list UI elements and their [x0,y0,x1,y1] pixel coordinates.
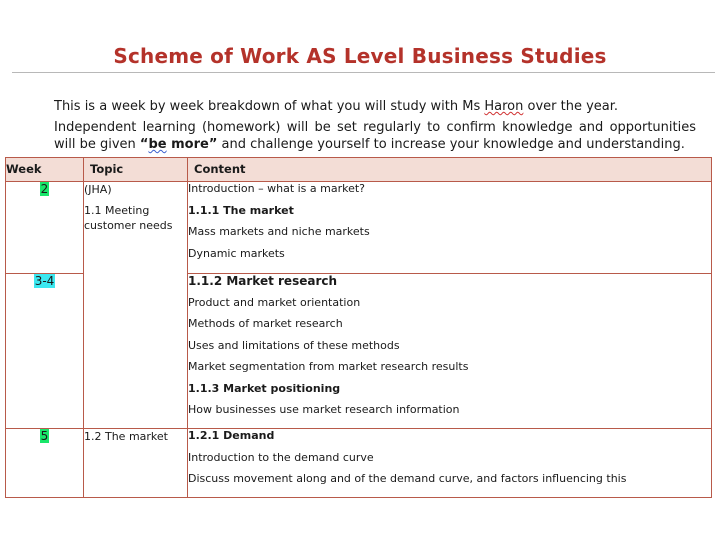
topic-cell [84,429,188,498]
intro-line-3-end: and challenge yourself to increase your knowledge and understanding. [217,137,685,152]
content-heading: 1.1.3 Market positioning [188,381,341,395]
content-line: Uses and limitations of these methods [188,338,400,352]
table-row [6,274,712,429]
content-cell [188,182,712,274]
more-word: more” [166,137,218,152]
intro-line-3-start: will be given [54,137,140,152]
quote-open: “ [139,137,149,152]
week-number: 2 [40,182,49,196]
content-cell [188,429,712,498]
document-title: Scheme of Work AS Level Business Studies [113,44,607,68]
header-topic: Topic [84,158,188,182]
scheme-of-work-table [5,157,712,498]
content-line: Methods of market research [188,317,343,330]
content-heading: 1.1.1 The market [188,203,294,217]
week-number: 3-4 [34,274,55,288]
week-number: 5 [40,429,49,443]
header-content: Content [188,158,712,182]
content-line: Introduction – what is a market? [188,182,366,195]
intro-line-1-end: over the year. [523,99,619,114]
content-line: Discuss movement along and of the demand curve, and factors influencing this [188,472,627,485]
title-divider [12,72,715,73]
content-cell [188,274,712,429]
week-cell [6,274,84,429]
topic-cell [84,182,188,274]
content-line: Dynamic markets [188,246,285,260]
content-line: Introduction to the demand curve [188,450,374,464]
table-row [6,429,712,498]
topic-cell [84,274,188,429]
content-line: Product and market orientation [188,295,361,309]
teacher-name: Haron [484,99,524,114]
content-heading: 1.2.1 Demand [188,429,275,442]
intro-line-3 [54,137,702,152]
be-more-phrase [140,137,217,152]
header-week: Week [6,158,84,182]
intro-line-1 [54,99,618,114]
topic-teacher: (JHA) [84,183,112,196]
table-header-row [6,158,712,182]
intro-line-2: Independent learning (homework) will be set regularly to confirm knowledge and opportunities [54,120,696,135]
content-heading: 1.1.2 Market research [188,274,338,288]
week-cell [6,182,84,274]
content-line: Mass markets and niche markets [188,225,370,238]
topic-title: 1.1 Meeting customer needs [84,204,173,232]
content-line: How businesses use market research information [188,403,460,416]
week-cell [6,429,84,498]
topic-title: 1.2 The market [84,430,168,443]
table-row [6,182,712,274]
intro-line-1-start: This is a week by week breakdown of what you will study with Ms [54,99,485,114]
be-word: be [148,137,167,152]
content-line: Market segmentation from market research results [188,360,469,373]
